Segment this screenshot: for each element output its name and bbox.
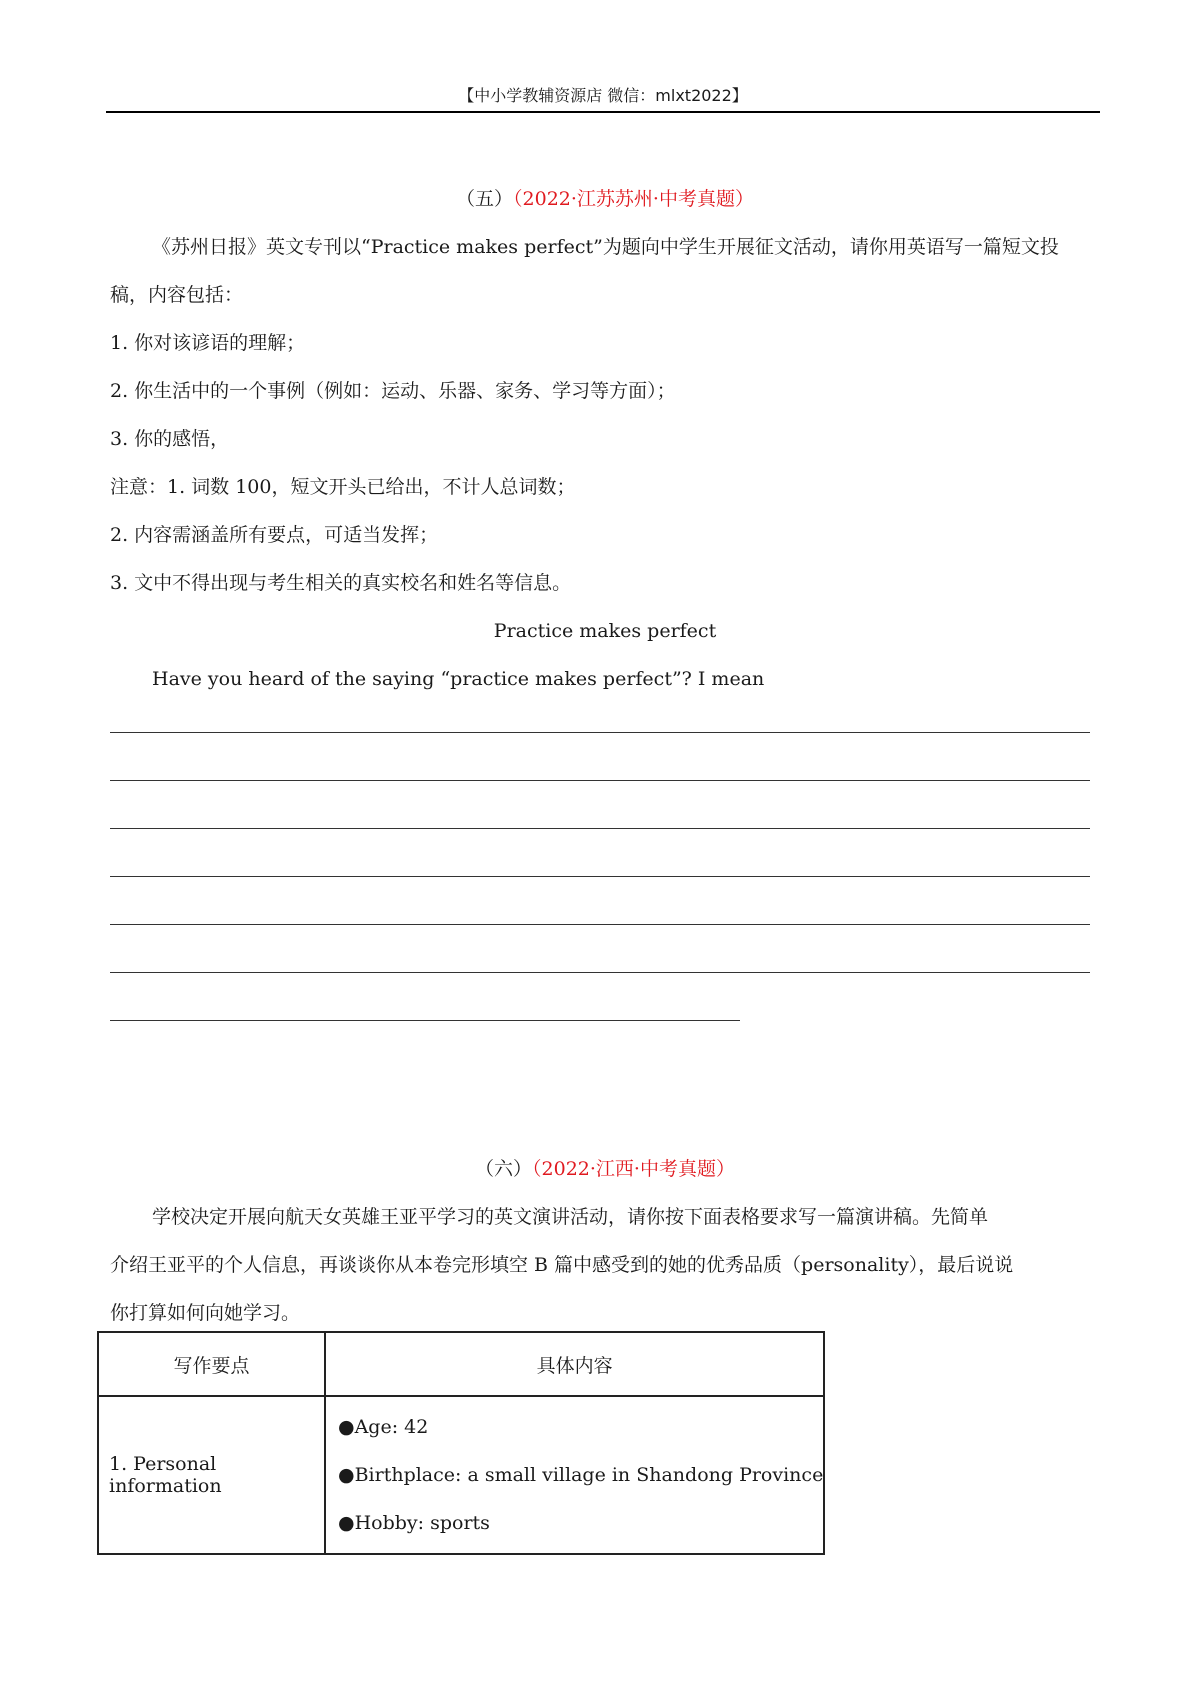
writing-requirements-table [97,1331,825,1555]
section5-note-3: 3. 文中不得出现与考生相关的真实校名和姓名等信息。 [110,572,572,594]
table-header-points: 写作要点 [98,1332,325,1396]
answer-line [110,828,1090,829]
section5-point-2: 2. 你生活中的一个事例（例如：运动、乐器、家务、学习等方面）； [110,380,676,402]
detail-age: ●Age: 42 [338,1416,429,1438]
section5-prompt-line1: 《苏州日报》英文专刊以“Practice makes perfect”为题向中学生开展征文活动，请你用英语写一篇短文投 [152,236,1059,258]
answer-line [110,924,1090,925]
section5-point-3: 3. 你的感悟， [110,428,230,450]
section5-number: （五） [456,188,514,210]
header-rule [106,111,1100,113]
section5-heading [110,185,1100,213]
detail-hobby: ●Hobby: sports [338,1512,490,1534]
section6-heading [110,1155,1100,1183]
answer-line [110,972,1090,973]
answer-line [110,780,1090,781]
personal-info-details [325,1396,824,1554]
page-header: 【中小学教辅资源店 微信：mlxt2022】 [458,86,748,105]
section5-source: （2022·江苏苏州·中考真题） [513,188,754,210]
table-header-content: 具体内容 [325,1332,824,1396]
essay-opening: Have you heard of the saying “practice makes perfect”? I mean [152,668,765,690]
section6-number: （六） [475,1158,533,1180]
section5-note-1: 注意：1. 词数 100，短文开头已给出，不计人总词数； [110,476,576,498]
section6-prompt-line1: 学校决定开展向航天女英雄王亚平学习的英文演讲活动，请你按下面表格要求写一篇演讲稿。先简单 [152,1206,989,1228]
section6-prompt-line3: 你打算如何向她学习。 [110,1302,301,1324]
essay-title: Practice makes perfect [493,620,717,642]
answer-line [110,876,1090,877]
section5-point-1: 1. 你对该谚语的理解； [110,332,306,354]
section5-note-2: 2. 内容需涵盖所有要点，可适当发挥； [110,524,439,546]
section5-prompt-line2: 稿，内容包括： [110,284,244,306]
section6-prompt-line2: 介绍王亚平的个人信息，再谈谈你从本卷完形填空 B 篇中感受到的她的优秀品质（personality），最后说说 [110,1254,1014,1276]
row-label-personal-information: 1. Personal information [98,1396,325,1554]
table-row [98,1396,824,1554]
section6-source: （2022·江西·中考真题） [532,1158,735,1180]
answer-line [110,732,1090,733]
table-header-row [98,1332,824,1396]
detail-birthplace: ●Birthplace: a small village in Shandong Province [338,1464,824,1486]
answer-line [110,1020,740,1021]
